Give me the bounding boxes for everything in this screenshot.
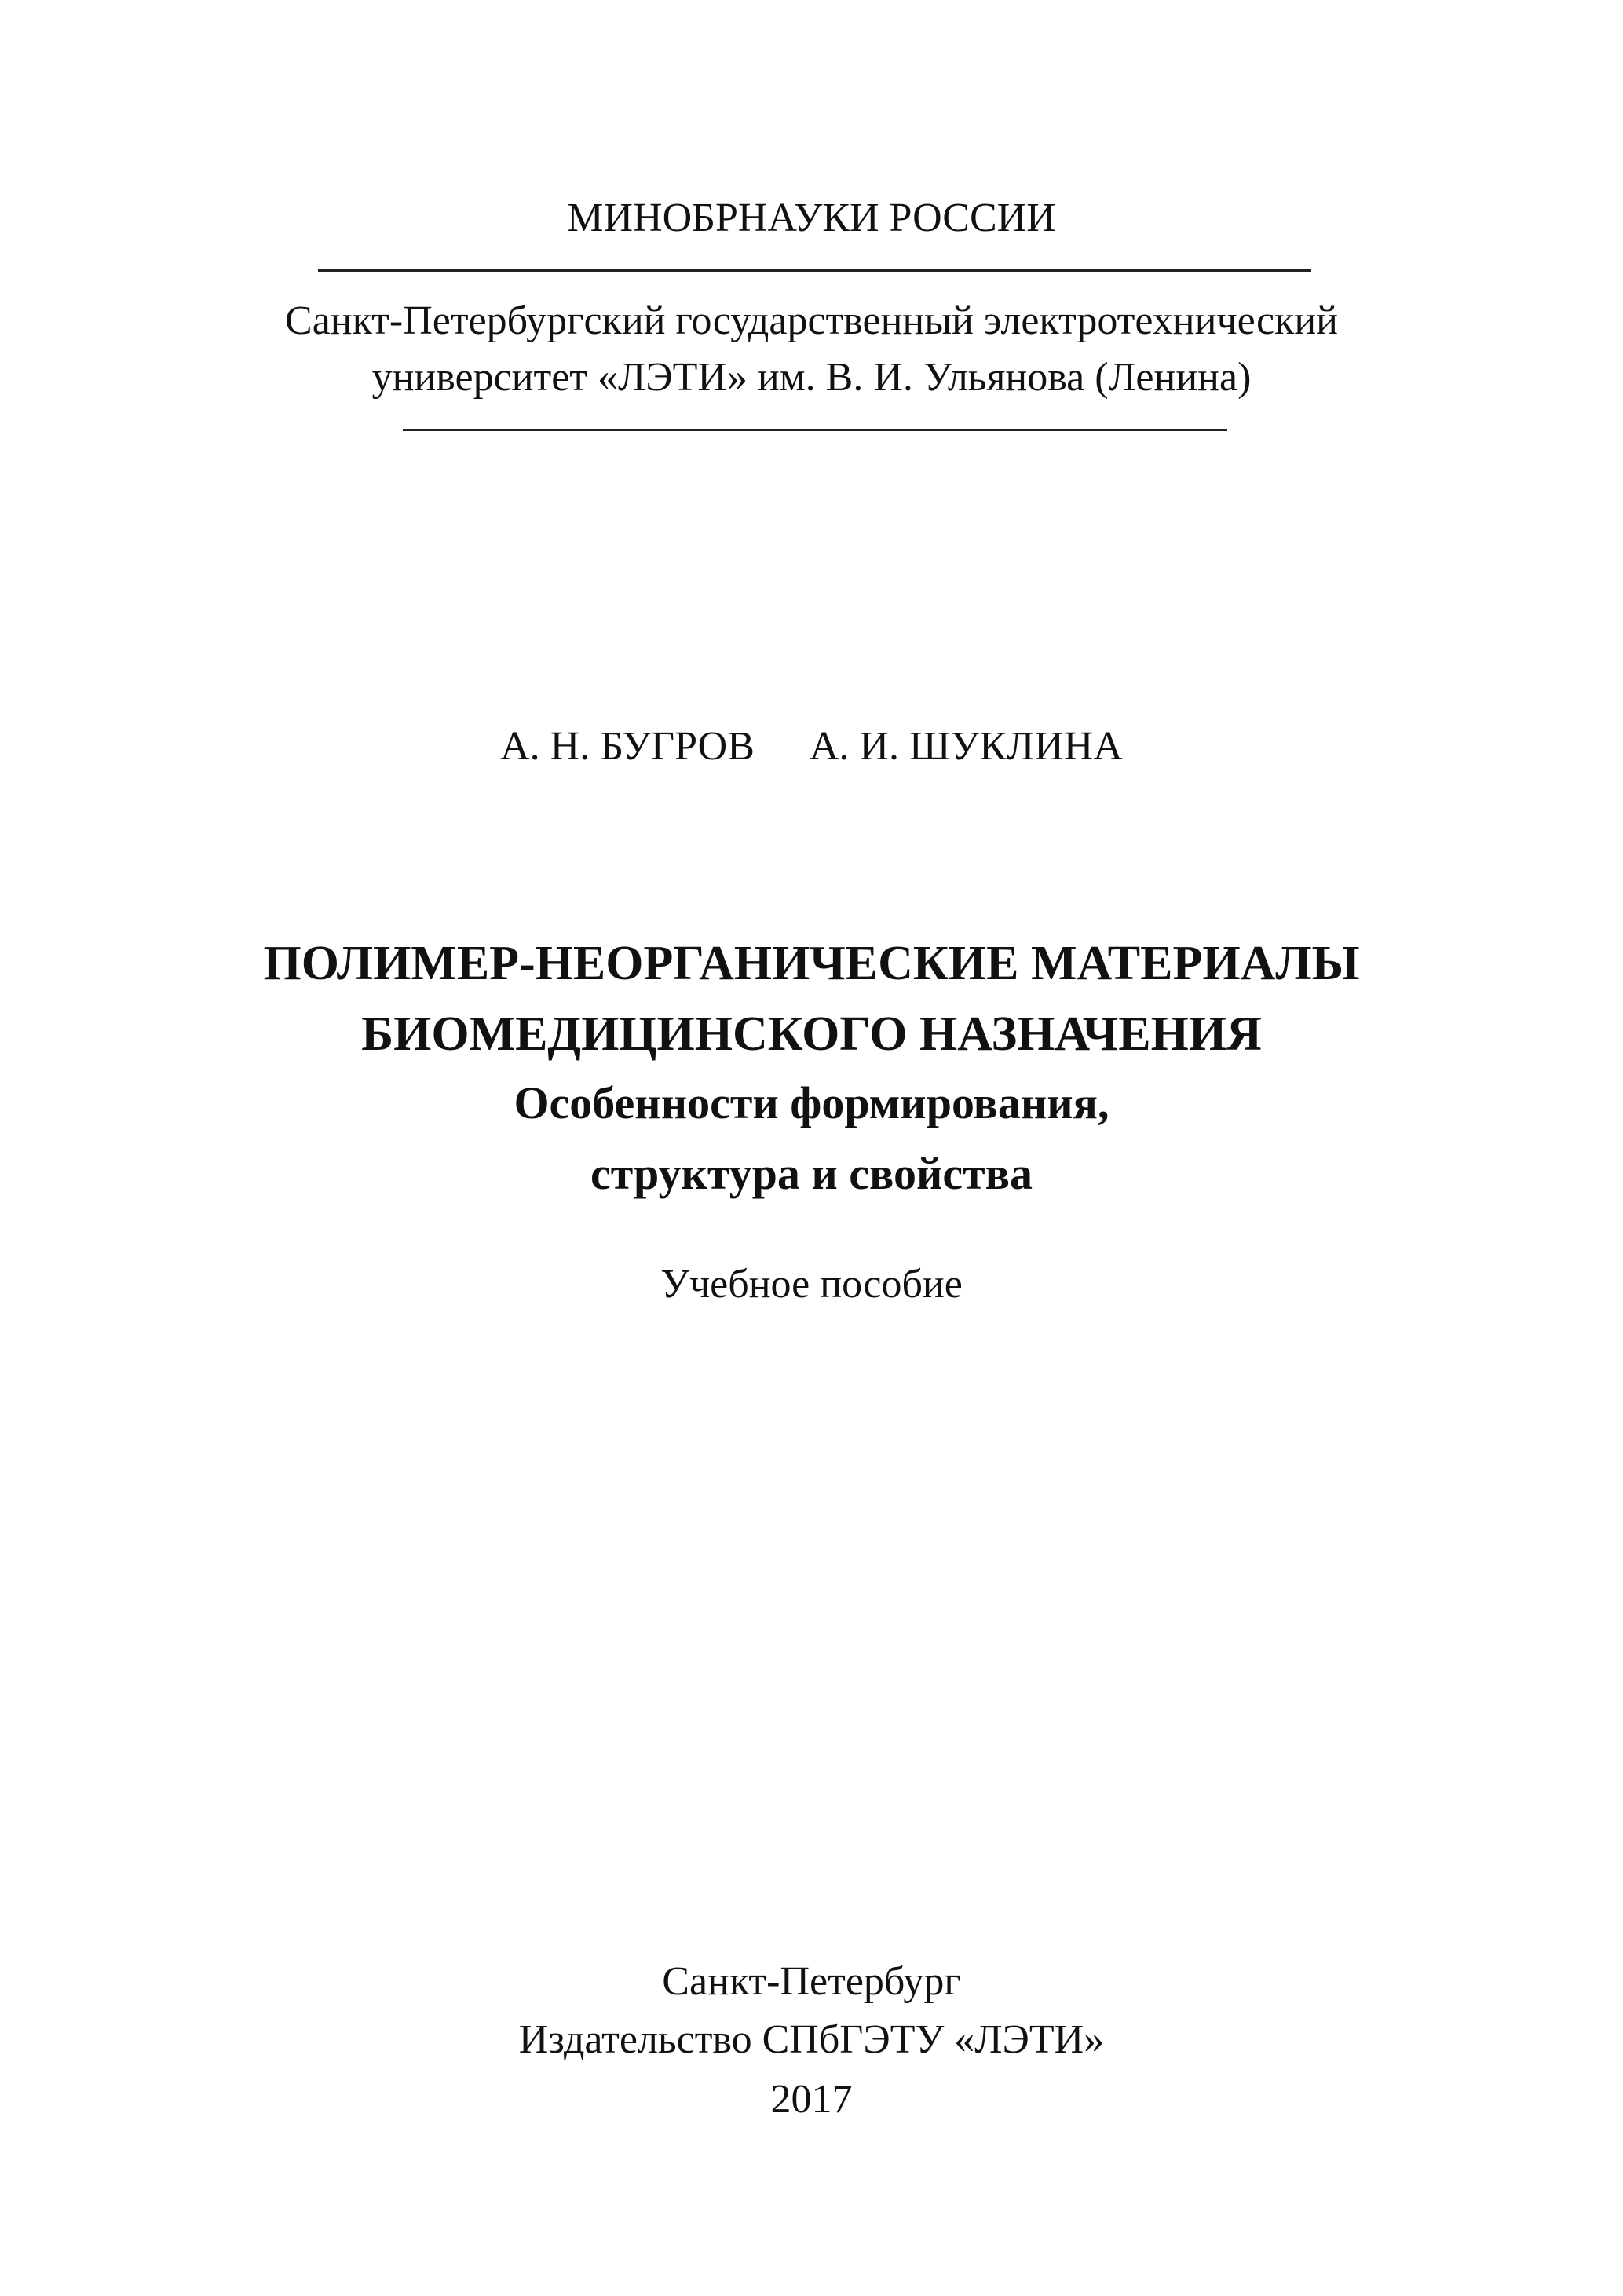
imprint-publisher: Издательство СПбГЭТУ «ЛЭТИ»	[518, 2017, 1105, 2062]
book-subtitle-line2: структура и свойства	[590, 1148, 1033, 1199]
ministry-name: МИНОБРНАУКИ РОССИИ	[567, 196, 1056, 240]
book-title-line2: БИОМЕДИЦИНСКОГО НАЗНАЧЕНИЯ	[361, 1007, 1262, 1061]
author-2: А. И. ШУКЛИНА	[809, 724, 1123, 769]
author-1: А. Н. БУГРОВ	[500, 724, 755, 769]
imprint-city: Санкт-Петербург	[662, 1959, 961, 2004]
university-name-line2: университет «ЛЭТИ» им. В. И. Ульянова (Ленина)	[371, 355, 1252, 400]
header-divider-top	[318, 269, 1311, 272]
document-type: Учебное пособие	[660, 1262, 963, 1307]
authors-line	[0, 726, 1623, 767]
university-name-line1: Санкт-Петербургский государственный электротехнический	[285, 298, 1338, 343]
book-subtitle-line1: Особенности формирования,	[514, 1077, 1109, 1128]
imprint-year: 2017	[770, 2077, 853, 2122]
book-title-line1: ПОЛИМЕР-НЕОРГАНИЧЕСКИЕ МАТЕРИАЛЫ	[263, 937, 1360, 990]
header-divider-bottom	[403, 429, 1227, 431]
